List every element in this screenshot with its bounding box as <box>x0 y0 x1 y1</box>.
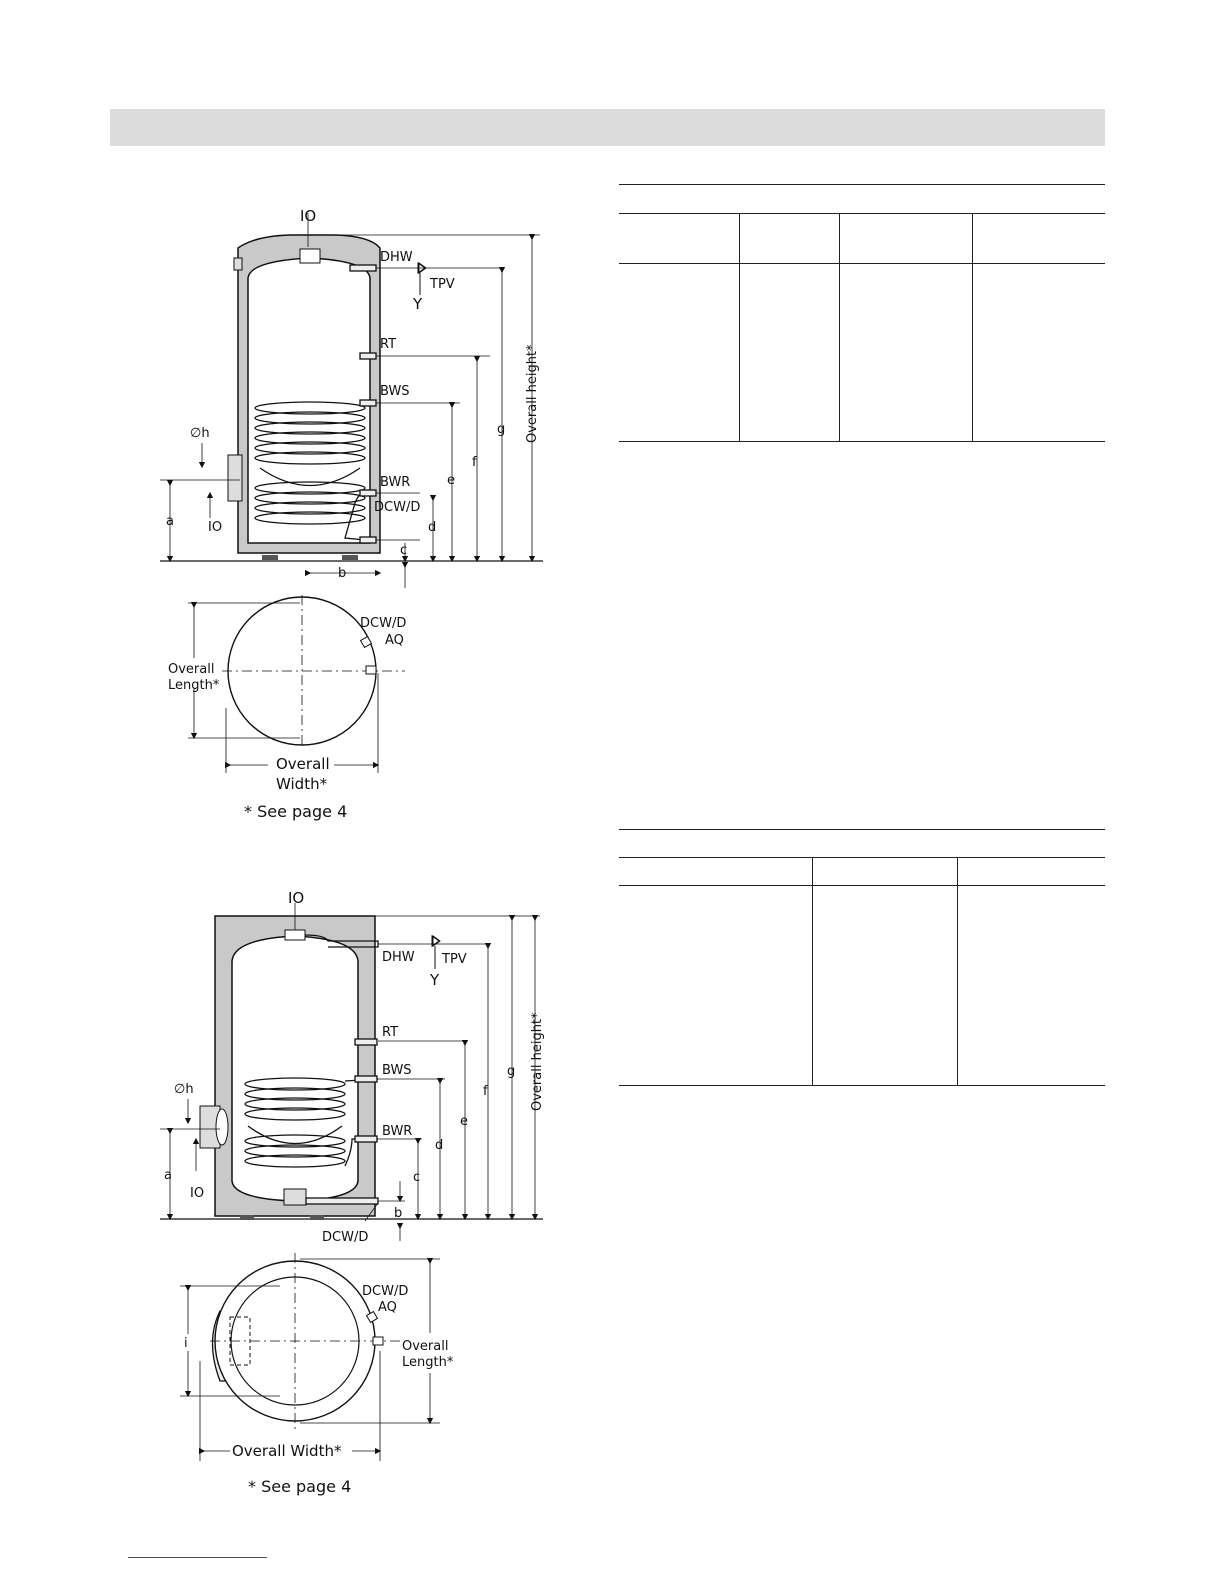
dim-b: b <box>338 566 347 581</box>
dim-a: a <box>166 514 174 529</box>
label-dhw: DHW <box>380 250 413 265</box>
table-rule <box>619 1085 1105 1086</box>
label-y: Y <box>430 971 440 989</box>
plan-label-overall-length-1: Overall <box>402 1339 449 1354</box>
table-rule <box>619 829 1105 830</box>
table-rule <box>619 857 1105 858</box>
foot <box>310 1215 324 1220</box>
label-rt: RT <box>380 337 397 352</box>
label-io-side: IO <box>208 520 223 535</box>
footer-link-underline[interactable] <box>128 1557 267 1558</box>
table-column-divider <box>739 213 740 441</box>
plan-label-i: i <box>184 1336 188 1351</box>
label-io-side: IO <box>190 1186 205 1201</box>
table-rule <box>619 441 1105 442</box>
table-column-divider <box>839 213 840 441</box>
footnote-2: * See page 4 <box>248 1477 352 1496</box>
label-overall-height: Overall height* <box>525 344 540 443</box>
table-rule <box>619 885 1105 886</box>
table-rule <box>619 184 1105 185</box>
dim-f: f <box>483 1084 488 1099</box>
tpv-valve-icon <box>432 936 440 946</box>
dim-f: f <box>472 455 477 470</box>
label-io-top: IO <box>288 889 305 907</box>
table-column-divider <box>972 213 973 441</box>
label-dcw-d: DCW/D <box>374 500 421 515</box>
dim-c: c <box>413 1170 421 1185</box>
plan-label-overall-width-1: Overall <box>276 755 330 773</box>
table-rule <box>619 263 1105 264</box>
cylinder-diagram-2-svg <box>160 881 543 1506</box>
dimensions-table-1 <box>619 184 1105 443</box>
table-column-divider <box>957 857 958 1085</box>
dim-d: d <box>428 520 437 535</box>
dimensions-table-2 <box>619 829 1105 1087</box>
label-bwr: BWR <box>380 475 411 490</box>
foot <box>240 1215 254 1220</box>
plan-label-overall-width: Overall Width* <box>232 1442 342 1460</box>
label-overall-height: Overall height* <box>530 1012 545 1111</box>
label-dhw: DHW <box>382 950 415 965</box>
label-tpv: TPV <box>430 277 455 292</box>
label-rt: RT <box>382 1025 399 1040</box>
dim-b: b <box>394 1206 403 1221</box>
plan-label-overall-length-2: Length* <box>168 678 220 693</box>
label-io-top: IO <box>300 207 317 225</box>
dim-e: e <box>460 1114 468 1129</box>
cylinder-diagram-1 <box>160 203 543 828</box>
plan-label-dcw-d: DCW/D <box>362 1284 409 1299</box>
plan-label-overall-width-2: Width* <box>276 775 328 793</box>
label-bwr: BWR <box>382 1124 413 1139</box>
label-y: Y <box>413 295 423 313</box>
footnote-1: * See page 4 <box>244 802 348 821</box>
label-tpv: TPV <box>442 952 467 967</box>
dim-g: g <box>507 1064 516 1079</box>
cylinder-jacket <box>200 916 375 1216</box>
plan-label-aq: AQ <box>378 1300 397 1315</box>
plan-label-overall-length-1: Overall <box>168 662 215 677</box>
dim-g: g <box>497 422 506 437</box>
dim-a: a <box>164 1168 172 1183</box>
dim-c: c <box>400 543 408 558</box>
foot <box>262 555 278 560</box>
section-header-bar <box>110 109 1105 146</box>
label-dcw-d: DCW/D <box>322 1230 369 1245</box>
label-diameter-h: ∅h <box>190 426 210 441</box>
plan-label-overall-length-2: Length* <box>402 1355 454 1370</box>
cylinder-diagram-2 <box>160 881 543 1506</box>
table-column-divider <box>812 857 813 1085</box>
label-diameter-h: ∅h <box>174 1082 194 1097</box>
label-bws: BWS <box>382 1063 412 1078</box>
foot <box>342 555 358 560</box>
cylinder-diagram-1-svg <box>160 203 543 828</box>
dim-d: d <box>435 1138 444 1153</box>
table-rule <box>619 213 1105 214</box>
plan-label-dcw-d: DCW/D <box>360 616 407 631</box>
label-bws: BWS <box>380 384 410 399</box>
dim-e: e <box>447 473 455 488</box>
plan-label-aq: AQ <box>385 633 404 648</box>
